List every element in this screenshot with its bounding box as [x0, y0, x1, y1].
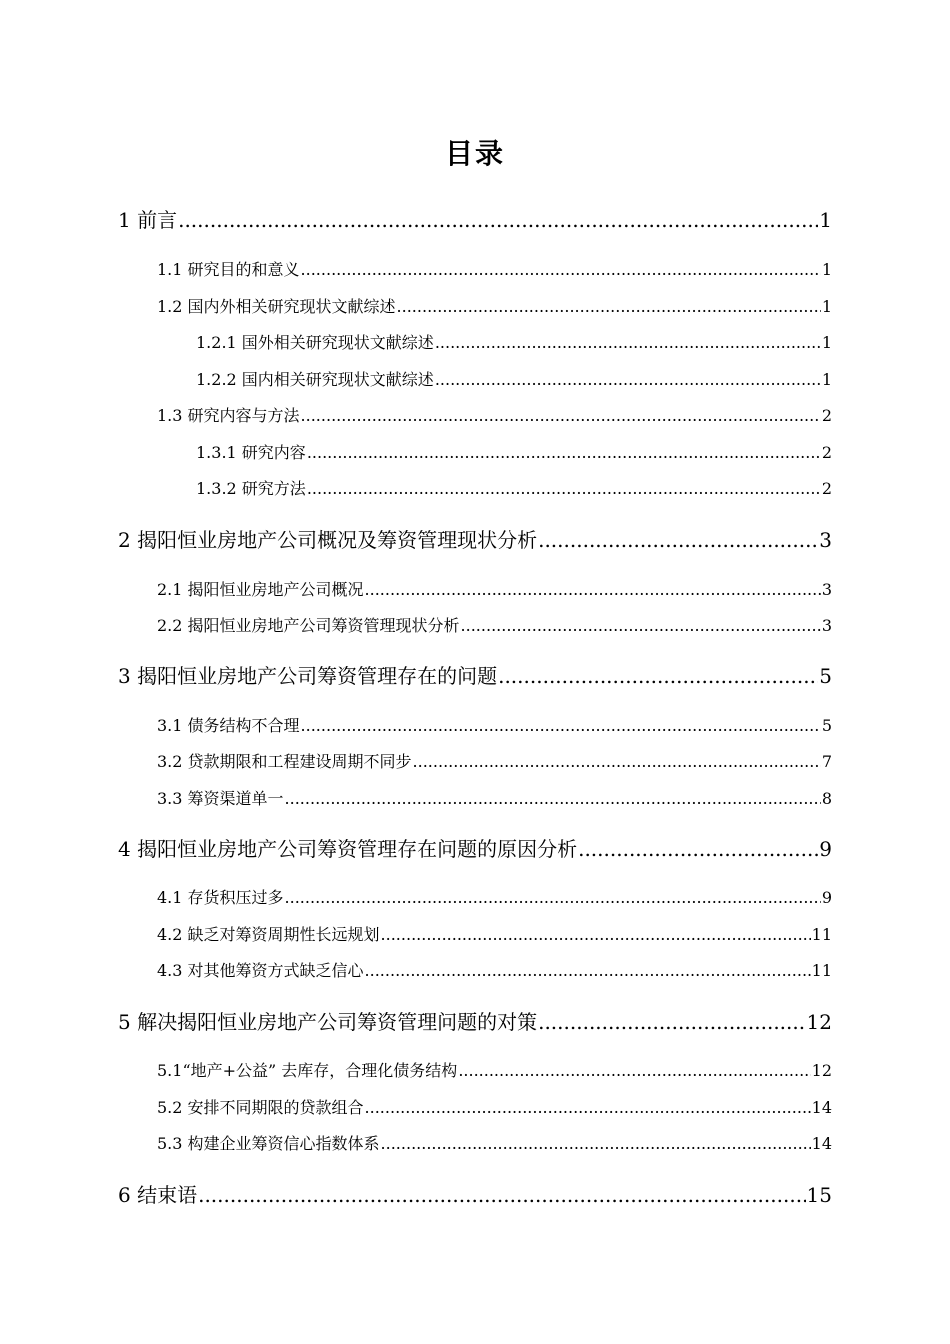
toc-entry-text: 1 前言 [118, 208, 178, 232]
toc-dot-leader [301, 260, 821, 279]
toc-dot-leader [435, 333, 821, 352]
toc-entry-page: 11 [811, 925, 832, 944]
toc-entry-page: 2 [821, 479, 832, 498]
toc-dot-leader [365, 961, 811, 980]
toc-entry-text: 5.2 安排不同期限的贷款组合 [157, 1098, 364, 1117]
toc-dot-leader [461, 616, 821, 635]
toc-entry-page: 5 [819, 664, 832, 688]
toc-entry-page: 7 [821, 752, 832, 771]
toc-entry-level2[interactable] [157, 257, 832, 280]
toc-title: 目录 [444, 137, 505, 170]
toc-entry-level2[interactable] [157, 749, 832, 772]
toc-entry-page: 1 [819, 208, 832, 232]
toc-entry-level3[interactable] [196, 476, 832, 499]
toc-dot-leader [307, 443, 821, 462]
toc-entry-text: 4.1 存货积压过多 [157, 888, 284, 907]
toc-entry-text: 1.2.1 国外相关研究现状文献综述 [196, 333, 434, 352]
toc-entry-text: 1.2 国内外相关研究现状文献综述 [157, 297, 396, 316]
toc-dot-leader [198, 1183, 805, 1207]
toc-entry-level3[interactable] [196, 440, 832, 463]
toc-entry-level1[interactable] [118, 524, 832, 553]
toc-dot-leader [397, 297, 821, 316]
toc-dot-leader [381, 925, 811, 944]
toc-entry-level2[interactable] [157, 958, 832, 981]
toc-entry-level2[interactable] [157, 786, 832, 809]
toc-dot-leader [301, 716, 821, 735]
toc-entry-page: 11 [811, 961, 832, 980]
toc-entry-text: 2.2 揭阳恒业房地产公司筹资管理现状分析 [157, 616, 460, 635]
toc-entry-text: 5.1“地产+公益” 去库存，合理化债务结构 [157, 1061, 458, 1080]
toc-entry-text: 3 揭阳恒业房地产公司筹资管理存在的问题 [118, 664, 498, 688]
toc-entry-page: 3 [819, 528, 832, 552]
toc-dot-leader [365, 580, 821, 599]
toc-entry-level3[interactable] [196, 330, 832, 353]
toc-entry-page: 3 [821, 616, 832, 635]
toc-dot-leader [435, 370, 821, 389]
toc-entry-level2[interactable] [157, 713, 832, 736]
toc-dot-leader [538, 1010, 805, 1034]
toc-entry-level2[interactable] [157, 1058, 832, 1081]
toc-dot-leader [365, 1098, 811, 1117]
toc-entry-level1[interactable] [118, 660, 832, 689]
toc-entry-page: 5 [821, 716, 832, 735]
toc-entry-page: 12 [811, 1061, 832, 1080]
toc-entry-text: 3.3 筹资渠道单一 [157, 789, 284, 808]
toc-entry-text: 1.2.2 国内相关研究现状文献综述 [196, 370, 434, 389]
toc-entry-level2[interactable] [157, 1131, 832, 1154]
toc-entry-text: 2.1 揭阳恒业房地产公司概况 [157, 580, 364, 599]
toc-entry-page: 9 [819, 837, 832, 861]
toc-entry-page: 1 [821, 297, 832, 316]
toc-entry-level2[interactable] [157, 613, 832, 636]
toc-dot-leader [285, 888, 821, 907]
toc-dot-leader [538, 528, 818, 552]
toc-entry-level2[interactable] [157, 577, 832, 600]
toc-entry-page: 14 [811, 1134, 832, 1153]
toc-dot-leader [578, 837, 818, 861]
toc-entry-level1[interactable] [118, 1006, 832, 1035]
toc-dot-leader [413, 752, 821, 771]
toc-entry-level1[interactable] [118, 204, 832, 233]
toc-entry-level2[interactable] [157, 885, 832, 908]
toc-entry-text: 5 解决揭阳恒业房地产公司筹资管理问题的对策 [118, 1010, 538, 1034]
toc-dot-leader [498, 664, 818, 688]
toc-entry-level2[interactable] [157, 922, 832, 945]
toc-entry-text: 2 揭阳恒业房地产公司概况及筹资管理现状分析 [118, 528, 538, 552]
toc-entry-text: 1.3 研究内容与方法 [157, 406, 300, 425]
toc-entry-text: 6 结束语 [118, 1183, 198, 1207]
toc-entry-page: 1 [821, 370, 832, 389]
toc-entry-level1[interactable] [118, 833, 832, 862]
toc-entry-page: 1 [821, 333, 832, 352]
toc-entry-level1[interactable] [118, 1179, 832, 1208]
toc-entry-page: 2 [821, 406, 832, 425]
toc-entry-page: 3 [821, 580, 832, 599]
toc-dot-leader [381, 1134, 811, 1153]
toc-entry-text: 4.2 缺乏对筹资周期性长远规划 [157, 925, 380, 944]
toc-dot-leader [178, 208, 818, 232]
toc-dot-leader [285, 789, 821, 808]
toc-entry-level3[interactable] [196, 367, 832, 390]
toc-entry-page: 9 [821, 888, 832, 907]
toc-entry-page: 1 [821, 260, 832, 279]
toc-entry-page: 12 [806, 1010, 832, 1034]
toc-entry-page: 2 [821, 443, 832, 462]
toc-entry-text: 3.2 贷款期限和工程建设周期不同步 [157, 752, 412, 771]
toc-entry-text: 1.3.1 研究内容 [196, 443, 306, 462]
toc-dot-leader [301, 406, 821, 425]
toc-entry-text: 4 揭阳恒业房地产公司筹资管理存在问题的原因分析 [118, 837, 578, 861]
toc-entry-text: 4.3 对其他筹资方式缺乏信心 [157, 961, 364, 980]
toc-entry-text: 1.1 研究目的和意义 [157, 260, 300, 279]
toc-entry-text: 5.3 构建企业筹资信心指数体系 [157, 1134, 380, 1153]
toc-entry-level2[interactable] [157, 403, 832, 426]
toc-entry-level2[interactable] [157, 294, 832, 317]
toc-entry-page: 8 [821, 789, 832, 808]
toc-entry-text: 3.1 债务结构不合理 [157, 716, 300, 735]
toc-entry-text: 1.3.2 研究方法 [196, 479, 306, 498]
toc-entry-page: 15 [806, 1183, 832, 1207]
toc-dot-leader [458, 1061, 810, 1080]
toc-entry-level2[interactable] [157, 1095, 832, 1118]
toc-dot-leader [307, 479, 821, 498]
toc-entry-page: 14 [811, 1098, 832, 1117]
